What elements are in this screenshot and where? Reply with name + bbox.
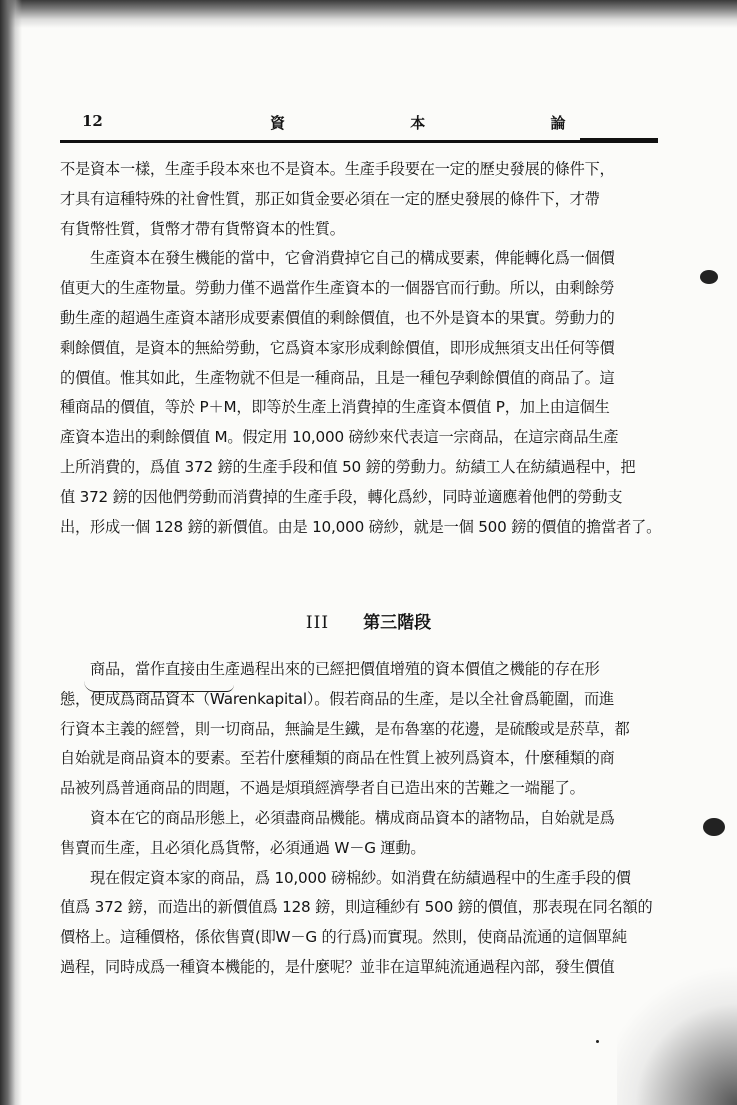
text-line: 上所消費的，爲值 372 鎊的生產手段和值 50 鎊的勞動力。紡績工人在紡績過程中，把 — [60, 457, 636, 476]
text-line: 現在假定資本家的商品，爲 10,000 磅棉紗。如消費在紡績過程中的生產手段的價 — [90, 868, 631, 887]
section-title: 第三階段 — [363, 613, 432, 633]
scan-edge-top — [0, 0, 737, 28]
text-line: 的價值。惟其如此，生產物就不但是一種商品，且是一種包孕剩餘價值的商品了。這 — [60, 368, 615, 387]
text-line: 品被列爲普通商品的問題，不過是煩瑣經濟學者自已造出來的苦難之一端罷了。 — [60, 779, 585, 798]
page-header — [74, 112, 660, 138]
text-line: 才具有這種特殊的社會性質，那正如貨金要必須在一定的歷史發展的條件下，才帶 — [60, 189, 600, 208]
body-text-bottom — [60, 655, 660, 983]
ink-speck — [596, 1040, 599, 1043]
text-line: 值更大的生產物量。勞動力僅不過當作生產資本的一個器官而行動。所以，由剩餘勞 — [60, 279, 615, 298]
text-line: 售賣而生產，且必須化爲貨幣，必須通過 W－G 運動。 — [60, 838, 426, 857]
text-line: 自始就是商品資本的要素。至若什麼種類的商品在性質上被列爲資本，什麼種類的商 — [60, 749, 615, 768]
ink-speck — [703, 818, 725, 836]
scan-edge-corner — [617, 965, 737, 1105]
text-line: 價格上。這種價格，係依售賣(即W－G 的行爲)而實現。然則，使商品流通的這個單純 — [60, 928, 628, 947]
text-line: 態，便成爲商品資本（Warenkapital）。假若商品的生產，是以全社會爲範圍，而進 — [60, 689, 615, 708]
page-number: 12 — [82, 112, 103, 130]
text-line: 不是資本一樣，生產手段本來也不是資本。生產手段要在一定的歷史發展的條件下， — [60, 160, 615, 178]
text-line: 有貨幣性質，貨幣才帶有貨幣資本的性質。 — [60, 219, 345, 238]
section-heading — [0, 608, 737, 633]
text-line: 動生產的超過生產資本諸形成要素價值的剩餘價值，也不外是資本的果實。勞動力的 — [60, 308, 615, 327]
text-line: 值 372 鎊的因他們勞動而消費掉的生產手段，轉化爲紗，同時並適應着他們的勞動支 — [60, 487, 623, 506]
text-line: 商品，當作直接由生產過程出來的已經把價值增殖的資本價值之機能的存在形 — [90, 660, 600, 678]
section-number: III — [305, 613, 330, 633]
text-line: 種商品的價值，等於 P＋M，即等於生產上消費掉的生產資本價值 P，加上由這個生 — [60, 398, 610, 417]
text-line: 剩餘價值，是資本的無給勞動，它爲資本家形成剩餘價值，即形成無須支出任何等價 — [60, 338, 615, 357]
text-line: 行資本主義的經營，則一切商品，無論是生鐵，是布魯塞的花邊，是硫酸或是菸草，都 — [60, 719, 630, 738]
header-rule — [60, 140, 658, 143]
text-line: 值爲 372 鎊，而造出的新價值爲 128 鎊，則這種紗有 500 鎊的價值，那表現在同名額的 — [60, 898, 653, 917]
text-line: 過程，同時成爲一種資本機能的，是什麼呢？並非在這單純流通過程內部，發生價值 — [60, 957, 615, 976]
running-title: 資 本 論 — [270, 114, 626, 132]
text-line: 資本在它的商品形態上，必須盡商品機能。構成商品資本的諸物品，自始就是爲 — [90, 808, 615, 827]
body-text-top — [60, 155, 660, 542]
text-line: 生產資本在發生機能的當中，它會消費掉它自己的構成要素，俾能轉化爲一個價 — [90, 249, 615, 268]
text-line: 出，形成一個 128 鎊的新價值。由是 10,000 磅紗，就是一個 500 鎊的價值的擔當者了。 — [60, 517, 662, 536]
text-line: 產資本造出的剩餘價值 M。假定用 10,000 磅紗來代表這一宗商品，在這宗商品生產 — [60, 428, 619, 447]
scan-edge-left — [0, 0, 22, 1105]
ink-speck — [700, 270, 718, 284]
